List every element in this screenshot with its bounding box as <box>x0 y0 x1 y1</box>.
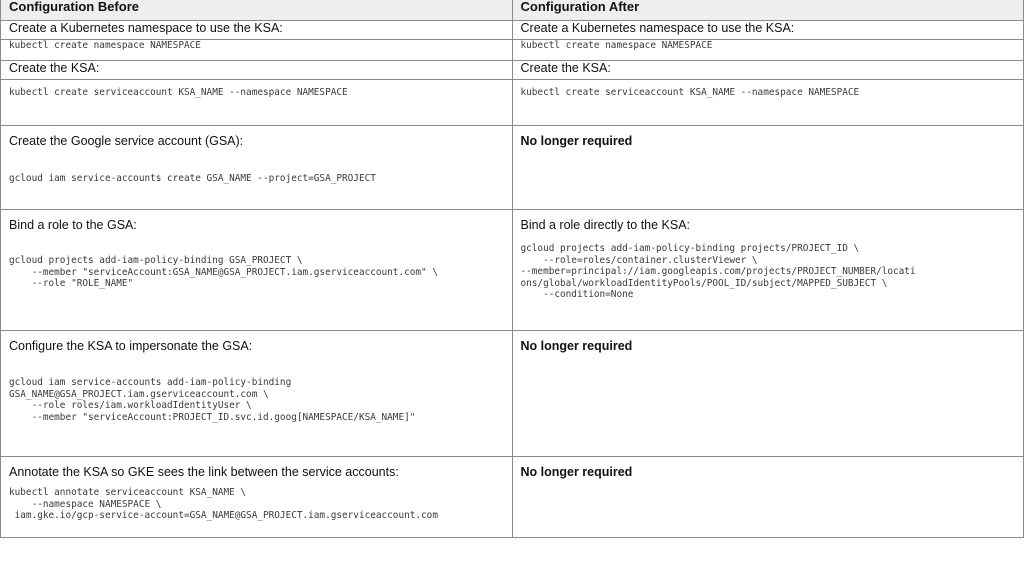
after-code: kubectl create serviceaccount KSA_NAME --namespace NAMESPACE <box>520 87 860 98</box>
before-code-cell <box>1 40 513 61</box>
column-header-before: Configuration Before <box>1 0 513 21</box>
after-code-cell <box>512 40 1024 61</box>
table-row <box>1 80 1024 126</box>
before-code: kubectl annotate serviceaccount KSA_NAME \ --namespace NAMESPACE \ iam.gke.io/gcp-service-account=GSA_NAME@GSA_PROJECT.iam.gserviceaccount.com <box>9 487 438 521</box>
after-cell <box>512 210 1024 331</box>
before-cell <box>1 210 513 331</box>
after-cell <box>512 331 1024 457</box>
table-row <box>1 61 1024 80</box>
before-cell <box>1 331 513 457</box>
before-code: gcloud projects add-iam-policy-binding GSA_PROJECT \ --member "serviceAccount:GSA_NAME@GSA_PROJECT.iam.gserviceaccount.com" \ --role "ROLE_NAME" <box>9 255 438 289</box>
table-row <box>1 40 1024 61</box>
table-header-row <box>1 0 1024 21</box>
after-instruction: Create the KSA: <box>512 61 1024 80</box>
after-instruction: No longer required <box>520 339 633 353</box>
after-code-cell <box>512 80 1024 126</box>
after-code: gcloud projects add-iam-policy-binding projects/PROJECT_ID \ --role=roles/container.clusterViewer \ --member=principal://iam.googleapis.com/projects/PROJECT_NUMBER/locati ons/global/workloadIdentityPools/POOL_ID/subject/MAPPED_SUBJECT \ --condition=None <box>520 243 916 300</box>
table-row <box>1 331 1024 457</box>
column-header-after: Configuration After <box>512 0 1024 21</box>
before-instruction: Bind a role to the GSA: <box>9 218 137 232</box>
table-row <box>1 210 1024 331</box>
after-cell <box>512 457 1024 538</box>
before-instruction: Create a Kubernetes namespace to use the KSA: <box>1 21 513 40</box>
before-instruction: Configure the KSA to impersonate the GSA: <box>9 339 253 353</box>
after-instruction: Create a Kubernetes namespace to use the KSA: <box>512 21 1024 40</box>
table-row <box>1 126 1024 210</box>
table-row <box>1 21 1024 40</box>
after-code: kubectl create namespace NAMESPACE <box>520 40 713 51</box>
before-code: gcloud iam service-accounts create GSA_NAME --project=GSA_PROJECT <box>9 173 376 184</box>
table-row <box>1 457 1024 538</box>
after-instruction: No longer required <box>520 134 633 148</box>
before-instruction: Create the KSA: <box>1 61 513 80</box>
before-code: kubectl create namespace NAMESPACE <box>9 40 201 51</box>
before-instruction: Annotate the KSA so GKE sees the link between the service accounts: <box>9 465 399 479</box>
before-code: gcloud iam service-accounts add-iam-policy-binding GSA_NAME@GSA_PROJECT.iam.gserviceaccount.com \ --role roles/iam.workloadIdentityUser \ --member "serviceAccount:PROJECT_ID.svc.id.goog[NAMESPACE/KSA_NAME]" <box>9 377 416 423</box>
after-cell <box>512 126 1024 210</box>
before-cell <box>1 457 513 538</box>
before-code-cell <box>1 80 513 126</box>
before-code: kubectl create serviceaccount KSA_NAME --namespace NAMESPACE <box>9 87 348 98</box>
before-instruction: Create the Google service account (GSA): <box>9 134 244 148</box>
after-instruction: No longer required <box>520 465 633 479</box>
after-instruction: Bind a role directly to the KSA: <box>520 218 691 232</box>
before-cell <box>1 126 513 210</box>
